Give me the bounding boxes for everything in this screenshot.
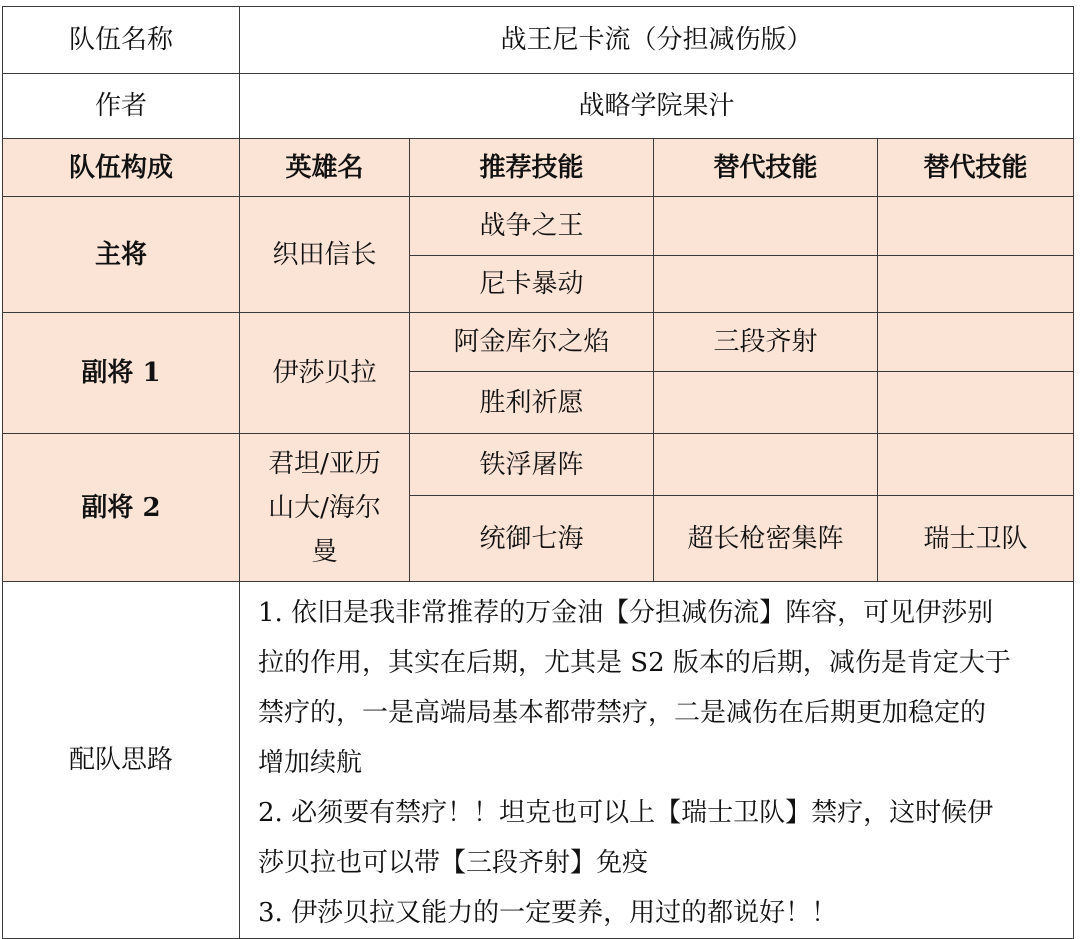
- role-vice-general-2: 副将 2: [3, 434, 240, 582]
- header-hero-name: 英雄名: [240, 139, 410, 197]
- alt-skill-1: [654, 197, 878, 256]
- alt-skill-2: [878, 197, 1074, 256]
- notes-line: 拉的作用，其实在后期，尤其是 S2 版本的后期，减伤是肯定大于: [258, 648, 1011, 678]
- hero-name: 伊莎贝拉: [240, 313, 410, 434]
- alt-skill-2: [878, 372, 1074, 434]
- alt-skill-1: 三段齐射: [654, 313, 878, 372]
- notes-line: 2. 必须要有禁疗！！坦克也可以上【瑞士卫队】禁疗，这时候伊: [258, 798, 994, 828]
- team-name-value: 战王尼卡流（分担减伤版）: [240, 7, 1074, 74]
- table-row: [3, 313, 1074, 372]
- notes-line: 3. 伊莎贝拉又能力的一定要养，用过的都说好！！: [258, 898, 838, 928]
- alt-skill-1: [654, 434, 878, 496]
- role-vice-general-1: 副将 1: [3, 313, 240, 434]
- team-lineup-table: [2, 6, 1074, 939]
- team-name-label: 队伍名称: [3, 7, 240, 74]
- author-value: 战略学院果汁: [240, 74, 1074, 139]
- notes-row: [3, 582, 1074, 939]
- hero-name-line: 曼: [311, 536, 338, 567]
- recommended-skill: 尼卡暴动: [410, 256, 654, 313]
- alt-skill-2: [878, 434, 1074, 496]
- table-row: [3, 434, 1074, 496]
- hero-name-line: 山大/海尔: [268, 492, 381, 523]
- header-row: [3, 139, 1074, 197]
- author-label: 作者: [3, 74, 240, 139]
- alt-skill-2: [878, 256, 1074, 313]
- notes-content: [240, 582, 1074, 939]
- recommended-skill: 统御七海: [410, 496, 654, 582]
- alt-skill-2: 瑞士卫队: [878, 496, 1074, 582]
- recommended-skill: 铁浮屠阵: [410, 434, 654, 496]
- alt-skill-2: [878, 313, 1074, 372]
- notes-line: 禁疗的，一是高端局基本都带禁疗，二是减伤在后期更加稳定的: [258, 698, 987, 728]
- role-main-general: 主将: [3, 197, 240, 313]
- hero-name-multi: [240, 434, 410, 582]
- recommended-skill: 战争之王: [410, 197, 654, 256]
- hero-name-line: 君坦/亚历: [268, 448, 381, 479]
- hero-name: 织田信长: [240, 197, 410, 313]
- notes-line: 1. 依旧是我非常推荐的万金油【分担减伤流】阵容，可见伊莎别: [258, 598, 994, 628]
- notes-label: 配队思路: [3, 582, 240, 939]
- header-alt-skill-1: 替代技能: [654, 139, 878, 197]
- notes-line: 增加续航: [258, 748, 363, 778]
- recommended-skill: 胜利祈愿: [410, 372, 654, 434]
- recommended-skill: 阿金库尔之焰: [410, 313, 654, 372]
- team-name-row: [3, 7, 1074, 74]
- header-recommended-skill: 推荐技能: [410, 139, 654, 197]
- table-row: [3, 197, 1074, 256]
- alt-skill-1: 超长枪密集阵: [654, 496, 878, 582]
- notes-line: 莎贝拉也可以带【三段齐射】免疫: [258, 848, 649, 878]
- alt-skill-1: [654, 256, 878, 313]
- author-row: [3, 74, 1074, 139]
- alt-skill-1: [654, 372, 878, 434]
- header-alt-skill-2: 替代技能: [878, 139, 1074, 197]
- header-team-composition: 队伍构成: [3, 139, 240, 197]
